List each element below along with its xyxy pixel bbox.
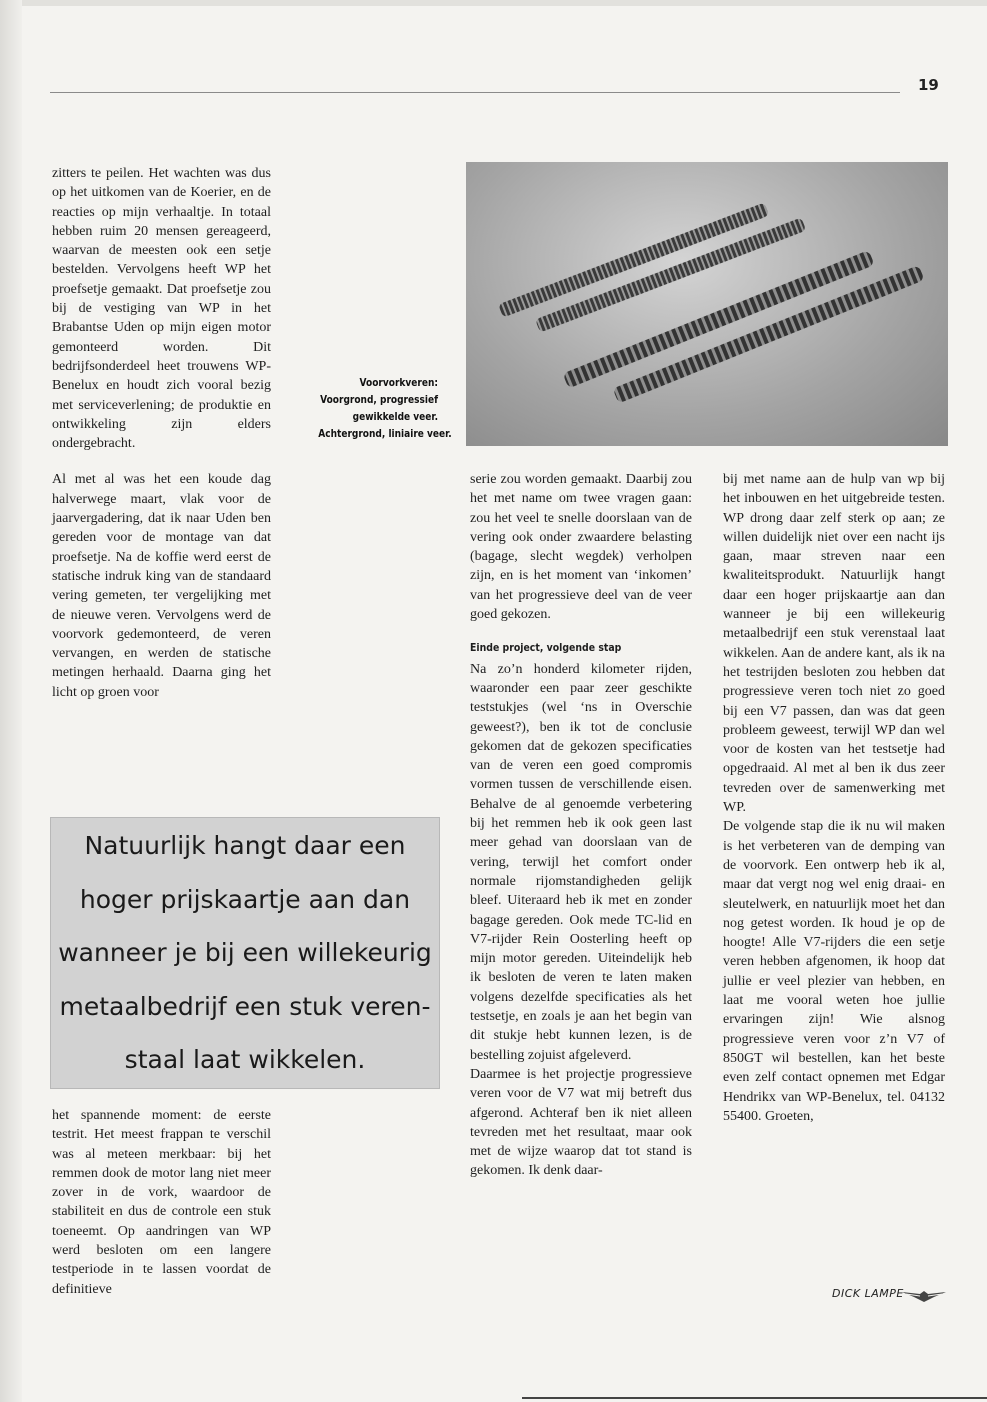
- paragraph: Al met al was het een koude dag halverwege maart, vlak voor de jaarvergadering, dat ik naar Uden ben gereden voor de montage van dat proefsetje. Na de koffie werd eerst de statische indruk king van de standaard vering gemeten, ter vergelijking met de nieuwe veren. Vervolgens werd de voorvork gedemonteerd, de veren vervangen, en werden de statische metingen herhaald. Daarna ging het licht op groen voor: [52, 472, 271, 700]
- subheading: Einde project, volgende stap: [470, 641, 622, 655]
- page-number: 19: [918, 76, 939, 94]
- pull-quote-line: wanneer je bij een willekeurig: [58, 938, 432, 967]
- caption-line: Achtergrond, liniaire veer.: [318, 427, 452, 440]
- pull-quote: [50, 817, 440, 1089]
- caption-line: Voorvorkveren:: [359, 376, 438, 389]
- column-1-bottom: [52, 1106, 271, 1299]
- page-top-edge: [0, 0, 987, 6]
- pull-quote-line: metaalbedrijf een stuk veren-: [59, 991, 431, 1021]
- pull-quote-line: staal laat wikkelen.: [124, 1045, 366, 1074]
- page-binding-edge: [0, 0, 22, 1402]
- photo-caption: [318, 374, 452, 442]
- column-3: [723, 470, 945, 1126]
- author-signature: DICK LAMPE: [832, 1287, 904, 1300]
- caption-line: Voorgrond, progressief: [320, 393, 438, 406]
- springs-illustration: [466, 162, 948, 446]
- bottom-rule: [522, 1397, 987, 1399]
- paragraph: Daarmee is het projectje progressieve veren voor de V7 wat mij betreft dus afgerond. Achteraf ben ik niet alleen tevreden met het resultaat, maar ook met de wijze waarop dat tot stand is gekomen. Ik denk daar-: [470, 1066, 692, 1179]
- pull-quote-line: hoger prijskaartje aan dan: [79, 884, 411, 914]
- header-rule: [50, 92, 900, 93]
- column-1-top: [52, 164, 271, 702]
- paragraph: zitters te peilen. Het wachten was dus op het uitkomen van de Koerier, en de reacties op mijn verhaaltje. In totaal hebben ruim 20 mensen gereageerd, waarvan de meesten ook een setje bestelden. Vervolgens heeft WP het proefsetje gemaakt. Dat proefsetje zou bij de vestiging van WP in het Brabantse Uden op mijn eigen motor gemonteerd worden. Dit bedrijfsonderdeel heet trouwens WP-Benelux en houdt zich vooral bezig met serviceverlening; de produktie en ontwikkeling zijn elders ondergebracht.: [52, 166, 271, 452]
- paragraph: De volgende stap die ik nu wil maken is het verbeteren van de demping van de voorvork. Een ontwerp heb ik al, maar dat vergt nog wel enig draai- en sleutelwerk, en natuurlijk moet het dan nog getest worden. Ik houd je op de hoogte! Alle V7-rijders die een setje veren hebben afgenomen, ik hoop dat jullie er veel plezier van hebben, en laat me vooral weten hoe jullie ervaringen zijn! Wie alsnog progressieve veren voor z’n V7 of 850GT wil bestellen, kan het beste even zelf contact opnemen met Edgar Hendrikx van WP-Benelux, tel. 04132 55400. Groeten,: [723, 819, 945, 1124]
- paragraph: Na zo’n honderd kilometer rijden, waaronder een paar zeer geschikte teststukjes (wel ‘ns in Overschie geweest?), ben ik tot de conclusie gekomen dat de gekozen specificaties van de veren een goed compromis vormen tussen de verschillende eisen. Behalve de al genoemde verbetering bij het remmen heb ik ook geen last meer gehad van doorslaan van de vering, terwijl het comfort onder normale rijomstandigheden gelijk bleef. Uiteraard heb ik met en zonder bagage gereden. Ook mede TC-lid en V7-rijder Rein Oosterling heeft op mijn motor gereden. Uiteindelijk heb ik besloten de veren te laten maken volgens dezelfde specificaties als het testsetje, en zoals je aan het begin van dit stukje hebt kunnen lezen, is de bestelling zojuist afgeleverd.: [470, 661, 692, 1063]
- column-2: [470, 470, 692, 1181]
- winged-emblem-icon: [900, 1288, 948, 1304]
- paragraph: bij met name aan de hulp van wp bij het inbouwen en het uitgebreide testen. WP drong daar zelf sterk op aan; ze willen duidelijk niet over een nacht ijs gaan, maar streven naar een kwaliteitsprodukt. Natuurlijk hangt daar een hoger prijskaartje aan dan wanneer je bij een willekeurig metaalbedrijf een stuk verenstaal laat wikkelen. Aan de andere kant, als ik na het testrijden besloten zou hebben dat progressieve veren toch niet zo goed bij een V7 passen, dan was dat geen probleem geweest, terwijl WP dan wel voor de kosten van het testsetje had opgedraaid. Al met al ben ik dus zeer tevreden over de samenwerking met WP.: [723, 472, 945, 816]
- caption-line: gewikkelde veer.: [352, 410, 438, 423]
- paragraph: het spannende moment: de eerste testrit. Het meest frappan te verschil was al meteen merkbaar: bij het remmen dook de motor lang niet meer zover in de vork, waardoor de stabiliteit en dus de controle een stuk toeneemt. Op aandringen van WP werd besloten om een langere testperiode in te lassen voordat de definitieve: [52, 1108, 271, 1297]
- springs-photo: [466, 162, 948, 446]
- pull-quote-line: Natuurlijk hangt daar een: [84, 831, 406, 860]
- paragraph: serie zou worden gemaakt. Daarbij zou het met name om twee vragen gaan: zou het veel te snelle doorslaan van de vering ook onder zwaardere belasting (bagage, slecht wegdek) verholpen zijn, en is het moment van ‘inkomen’ van het progressieve deel van de veer goed gekozen.: [470, 472, 692, 623]
